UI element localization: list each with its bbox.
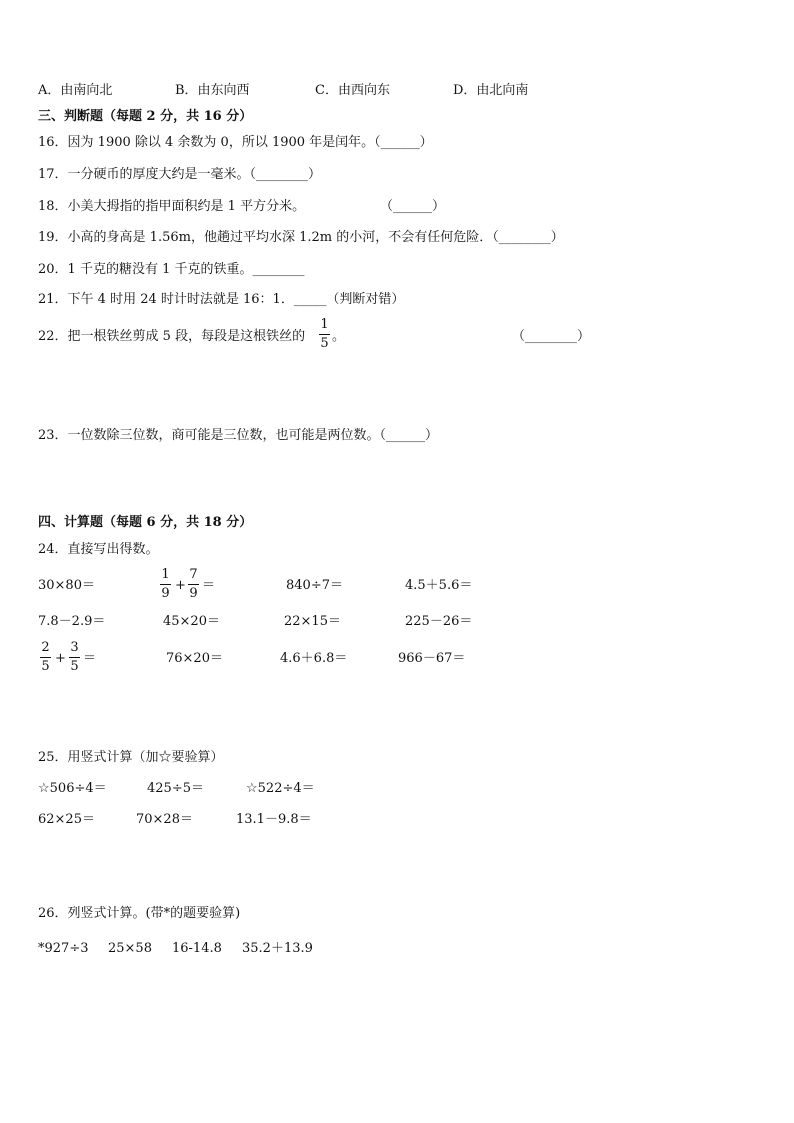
fraction-denominator: 9 (161, 586, 170, 601)
fraction-denominator: 9 (189, 586, 198, 601)
calc-24-9-plus: + (55, 651, 66, 666)
question-16: 16．因为 1900 除以 4 余数为 0，所以 1900 年是闰年。（______） (38, 135, 433, 150)
fraction-bar (69, 657, 80, 658)
question-17: 17．一分硬币的厚度大约是一毫米。（________） (38, 167, 322, 182)
calc-25-2: 425÷5＝ (147, 781, 204, 796)
calc-26-1: *927÷3 (38, 941, 89, 956)
section-title-calculation: 四、计算题（每题 6 分，共 18 分） (38, 515, 253, 530)
calc-26-3: 16-14.8 (172, 941, 222, 956)
question-23: 23．一位数除三位数，商可能是三位数，也可能是两位数。（______） (38, 428, 439, 443)
calc-24-2-plus: + (175, 578, 186, 593)
calc-24-6: 45×20＝ (163, 614, 220, 629)
calc-25-4: 62×25＝ (38, 812, 95, 827)
option-d: D．由北向南 (453, 83, 529, 98)
fraction-bar (188, 584, 199, 585)
calc-24-9-fraction-1 (40, 641, 51, 674)
calc-24-8: 225－26＝ (405, 614, 473, 629)
fraction-bar (319, 334, 330, 335)
question-20: 20．1 千克的糖没有 1 千克的铁重。________ (38, 262, 305, 277)
calc-24-12: 966－67＝ (398, 651, 466, 666)
fraction-numerator: 1 (161, 567, 170, 582)
calc-24-2-fraction-1 (160, 568, 171, 601)
fraction-bar (40, 657, 51, 658)
calc-24-9-fraction-2 (69, 641, 80, 674)
calc-25-1: ☆506÷4＝ (38, 781, 107, 796)
question-21: 21．下午 4 时用 24 时计时法就是 16：1．_____（判断对错） (38, 292, 405, 307)
calc-24-11: 4.6＋6.8＝ (280, 651, 348, 666)
calc-24-4: 4.5＋5.6＝ (405, 578, 473, 593)
option-b: B．由东向西 (175, 83, 250, 98)
fraction-denominator: 5 (41, 659, 50, 674)
question-25: 25．用竖式计算（加☆要验算） (38, 750, 224, 765)
question-18: 18．小美大拇指的指甲面积约是 1 平方分米。 (38, 199, 306, 214)
fraction-numerator: 3 (70, 640, 79, 655)
fraction-denominator: 5 (70, 659, 79, 674)
fraction-bar (160, 584, 171, 585)
fraction-numerator: 2 (41, 640, 50, 655)
calc-24-1: 30×80＝ (38, 578, 95, 593)
question-19: 19．小高的身高是 1.56m，他趟过平均水深 1.2m 的小河，不会有任何危险．（________） (38, 230, 564, 245)
calc-24-2-equals: ＝ (202, 578, 216, 593)
calc-25-3: ☆522÷4＝ (246, 781, 315, 796)
calc-25-5: 70×28＝ (136, 812, 193, 827)
calc-24-2-fraction-2 (188, 568, 199, 601)
question-18-blank: （______） (380, 199, 446, 214)
question-22-fraction (319, 318, 330, 351)
fraction-denominator: 5 (320, 336, 329, 351)
question-22-blank: （________） (512, 329, 591, 344)
calc-24-9-equals: ＝ (83, 651, 97, 666)
question-24: 24．直接写出得数。 (38, 542, 159, 557)
section-title-judgement: 三、判断题（每题 2 分，共 16 分） (38, 109, 253, 124)
calc-25-6: 13.1－9.8＝ (236, 812, 312, 827)
option-a: A．由南向北 (38, 83, 113, 98)
calc-24-7: 22×15＝ (284, 614, 341, 629)
option-c: C．由西向东 (315, 83, 390, 98)
calc-24-10: 76×20＝ (166, 651, 223, 666)
question-26: 26．列竖式计算。(带*的题要验算) (38, 906, 241, 921)
question-22-tail: 。 (332, 329, 346, 344)
calc-24-5: 7.8－2.9＝ (38, 614, 106, 629)
fraction-numerator: 7 (189, 567, 198, 582)
calc-26-4: 35.2＋13.9 (242, 941, 313, 956)
calc-26-2: 25×58 (108, 941, 152, 956)
question-22: 22．把一根铁丝剪成 5 段，每段是这根铁丝的 (38, 329, 306, 344)
calc-24-3: 840÷7＝ (286, 578, 343, 593)
fraction-numerator: 1 (320, 317, 329, 332)
